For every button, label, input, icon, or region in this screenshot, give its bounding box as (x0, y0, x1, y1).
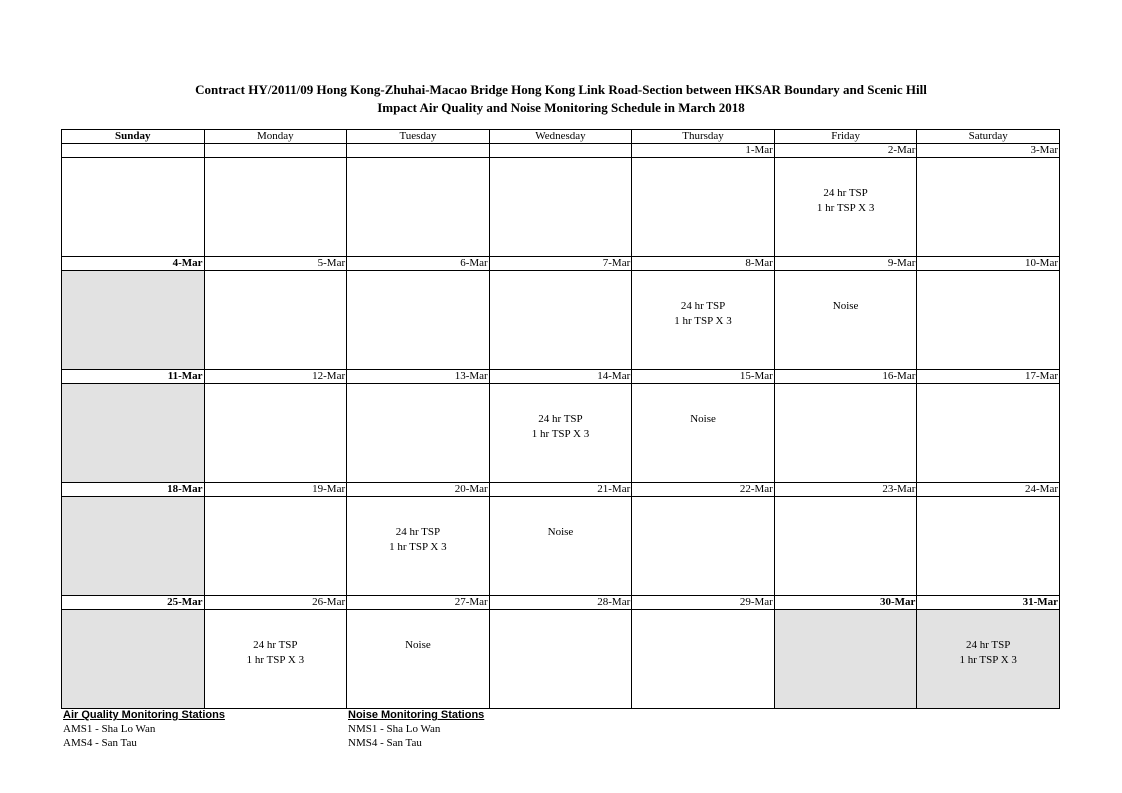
date-cell: 28-Mar (489, 596, 632, 610)
date-row (62, 144, 1060, 158)
date-cell: 16-Mar (774, 370, 917, 384)
date-cell: 25-Mar (62, 596, 205, 610)
monitoring-event (490, 412, 632, 442)
day-cell (489, 384, 632, 483)
day-cell (774, 271, 917, 370)
day-header-sunday: Sunday (62, 130, 205, 144)
monitoring-event (205, 638, 347, 668)
day-cell (489, 497, 632, 596)
monitoring-event (775, 299, 917, 314)
date-cell: 11-Mar (62, 370, 205, 384)
day-cell (632, 497, 775, 596)
day-header-monday: Monday (204, 130, 347, 144)
calendar-table (61, 129, 1060, 709)
air-station-item: AMS4 - San Tau (63, 737, 137, 749)
date-cell: 13-Mar (347, 370, 490, 384)
event-line: Noise (405, 639, 431, 651)
date-cell: 29-Mar (632, 596, 775, 610)
date-cell: 23-Mar (774, 483, 917, 497)
day-cell (62, 158, 205, 257)
date-cell: 26-Mar (204, 596, 347, 610)
event-line: Noise (547, 526, 574, 538)
day-cell (204, 158, 347, 257)
day-cell (917, 384, 1060, 483)
day-cell (489, 158, 632, 257)
event-line: Noise (832, 300, 859, 312)
day-cell (347, 497, 490, 596)
date-cell (204, 144, 347, 158)
air-quality-legend-heading: Air Quality Monitoring Stations (63, 709, 225, 721)
event-line: 24 hr TSP (965, 639, 1011, 651)
day-cell (204, 497, 347, 596)
event-line: 24 hr TSP (538, 413, 583, 425)
date-cell: 5-Mar (204, 257, 347, 271)
event-line: 1 hr TSP X 3 (959, 654, 1017, 666)
monitoring-event (347, 525, 489, 555)
day-cell (774, 384, 917, 483)
day-cell (917, 271, 1060, 370)
noise-station-item: NMS4 - San Tau (348, 737, 422, 749)
air-station-item: AMS1 - Sha Lo Wan (63, 723, 156, 735)
event-line: 24 hr TSP (823, 187, 868, 199)
date-cell: 10-Mar (917, 257, 1060, 271)
day-cell (774, 610, 917, 709)
day-cell (204, 610, 347, 709)
date-row (62, 370, 1060, 384)
date-cell: 20-Mar (347, 483, 490, 497)
date-cell: 6-Mar (347, 257, 490, 271)
day-cell (917, 610, 1060, 709)
day-cell (62, 271, 205, 370)
date-cell (489, 144, 632, 158)
date-cell (347, 144, 490, 158)
date-cell: 9-Mar (774, 257, 917, 271)
date-cell: 7-Mar (489, 257, 632, 271)
monitoring-event (632, 299, 774, 329)
date-cell: 15-Mar (632, 370, 775, 384)
day-header-row (62, 130, 1060, 144)
day-cell (204, 384, 347, 483)
day-header-saturday: Saturday (917, 130, 1060, 144)
event-line: 1 hr TSP X 3 (531, 428, 590, 440)
day-cell (62, 610, 205, 709)
date-cell: 27-Mar (347, 596, 490, 610)
day-cell (62, 497, 205, 596)
day-cell (632, 384, 775, 483)
monitoring-event (490, 525, 632, 540)
date-cell: 2-Mar (774, 144, 917, 158)
date-row (62, 483, 1060, 497)
monitoring-event (917, 638, 1059, 668)
schedule-subtitle: Impact Air Quality and Noise Monitoring Schedule in March 2018 (377, 100, 745, 115)
noise-legend-heading: Noise Monitoring Stations (348, 709, 485, 721)
date-cell: 31-Mar (917, 596, 1060, 610)
day-cell (917, 158, 1060, 257)
event-line: 1 hr TSP X 3 (674, 315, 732, 327)
day-cell (347, 271, 490, 370)
date-cell: 8-Mar (632, 257, 775, 271)
day-cell (489, 610, 632, 709)
date-cell: 14-Mar (489, 370, 632, 384)
noise-legend (348, 708, 484, 750)
date-cell: 21-Mar (489, 483, 632, 497)
date-cell: 19-Mar (204, 483, 347, 497)
date-cell: 18-Mar (62, 483, 205, 497)
event-line: 1 hr TSP X 3 (816, 202, 875, 214)
week-content-row (62, 384, 1060, 483)
event-line: 1 hr TSP X 3 (389, 541, 447, 553)
monitoring-event (347, 638, 489, 653)
date-cell: 4-Mar (62, 257, 205, 271)
event-line: 24 hr TSP (395, 526, 441, 538)
event-line: Noise (690, 413, 716, 425)
date-cell: 30-Mar (774, 596, 917, 610)
day-cell (347, 158, 490, 257)
date-cell: 24-Mar (917, 483, 1060, 497)
week-content-row (62, 497, 1060, 596)
date-cell: 12-Mar (204, 370, 347, 384)
schedule-title: Contract HY/2011/09 Hong Kong-Zhuhai-Macao Bridge Hong Kong Link Road-Section between HKSAR Boundary and Scenic Hill (195, 82, 927, 97)
air-quality-legend (63, 708, 225, 750)
week-content-row (62, 610, 1060, 709)
date-cell: 22-Mar (632, 483, 775, 497)
day-header-tuesday: Tuesday (347, 130, 490, 144)
week-content-row (62, 158, 1060, 257)
event-line: 1 hr TSP X 3 (246, 654, 305, 666)
day-cell (632, 271, 775, 370)
day-header-wednesday: Wednesday (489, 130, 632, 144)
day-cell (347, 610, 490, 709)
day-cell (774, 497, 917, 596)
date-cell (62, 144, 205, 158)
week-content-row (62, 271, 1060, 370)
date-cell: 3-Mar (917, 144, 1060, 158)
day-cell (632, 610, 775, 709)
date-row (62, 257, 1060, 271)
day-header-thursday: Thursday (632, 130, 775, 144)
day-cell (204, 271, 347, 370)
event-line: 24 hr TSP (253, 639, 298, 651)
day-header-friday: Friday (774, 130, 917, 144)
day-cell (774, 158, 917, 257)
noise-station-item: NMS1 - Sha Lo Wan (348, 723, 441, 735)
monitoring-event (632, 412, 774, 427)
day-cell (917, 497, 1060, 596)
date-cell: 17-Mar (917, 370, 1060, 384)
monitoring-event (775, 186, 917, 216)
day-cell (62, 384, 205, 483)
day-cell (347, 384, 490, 483)
date-row (62, 596, 1060, 610)
day-cell (489, 271, 632, 370)
day-cell (632, 158, 775, 257)
event-line: 24 hr TSP (680, 300, 726, 312)
date-cell: 1-Mar (632, 144, 775, 158)
